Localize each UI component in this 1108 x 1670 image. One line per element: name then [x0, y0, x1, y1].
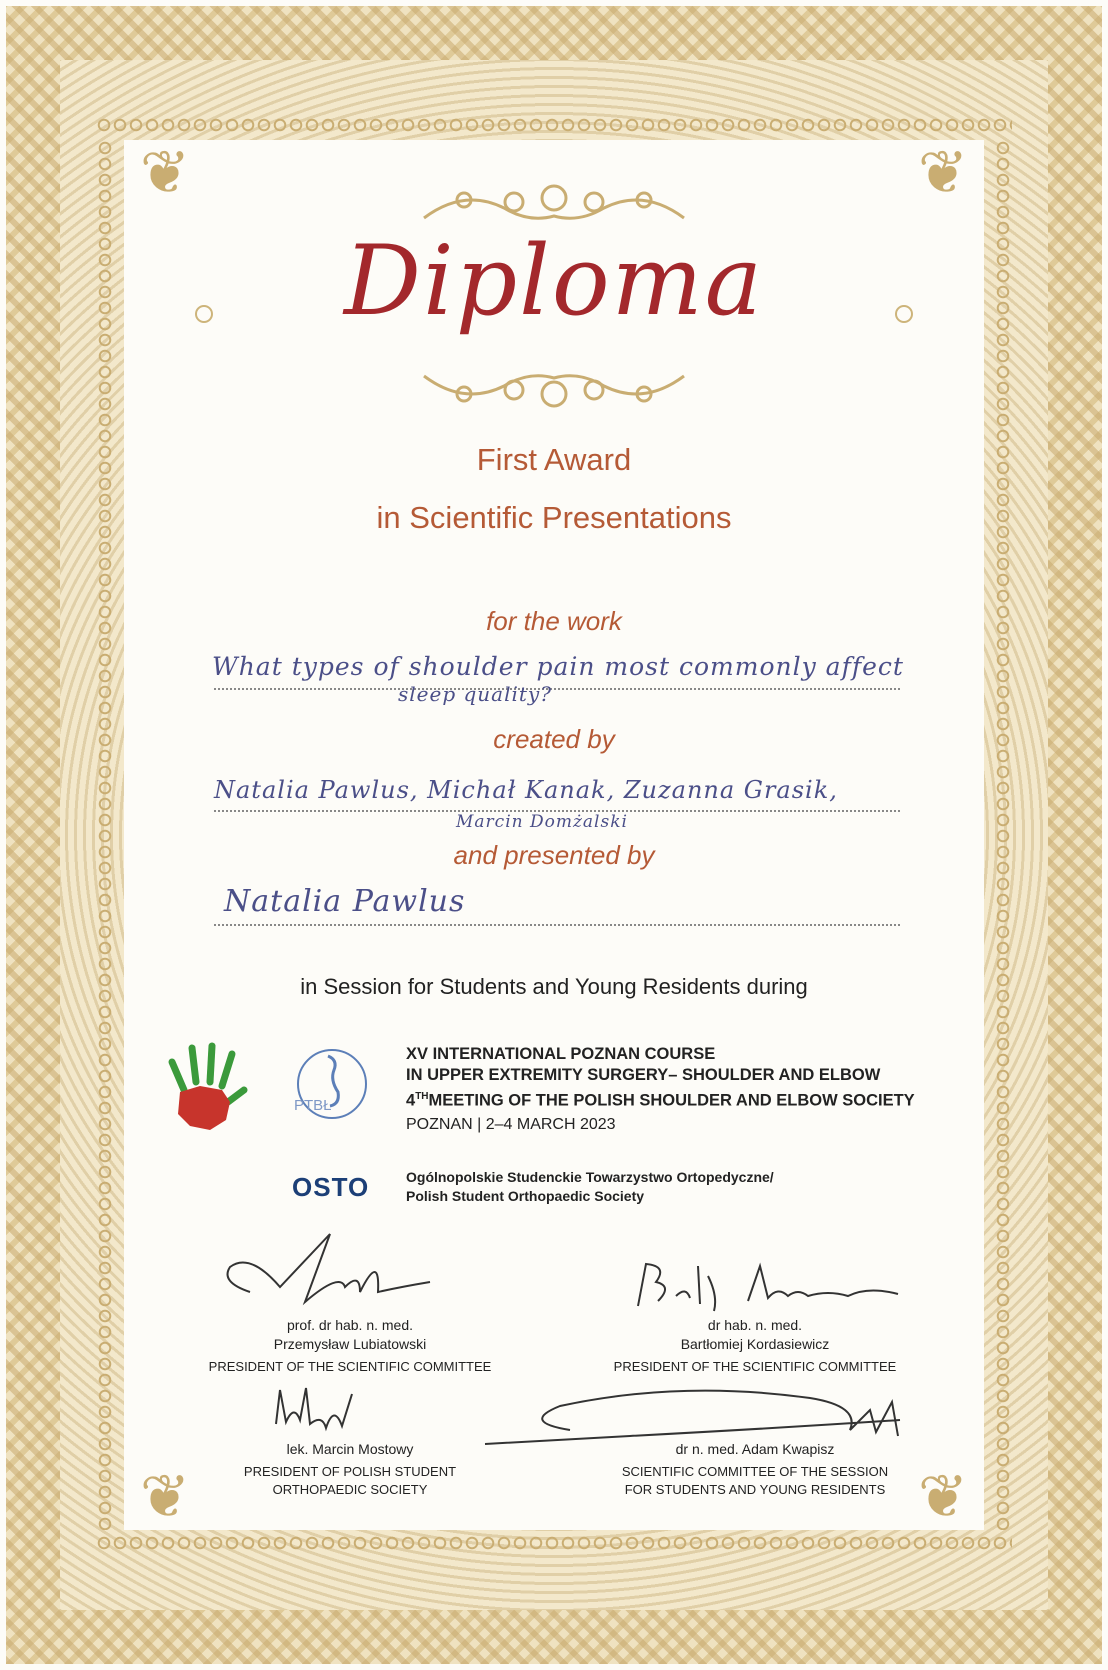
session-text: in Session for Students and Young Residents during [300, 974, 808, 999]
ptbl-logo-label: PTBŁ [294, 1097, 332, 1114]
hand-map-logo-icon [166, 1040, 248, 1132]
left-chain-band [96, 140, 114, 1530]
diploma-title: Diploma [344, 225, 764, 337]
signatory-name: Przemysław Lubiatowski [273, 1336, 427, 1352]
bottom-chain-band [96, 1534, 1012, 1552]
corner-ornament-icon: ❦ [917, 1462, 969, 1532]
authors-label: created by [493, 724, 615, 754]
osto-logo: OSTO [292, 1172, 370, 1202]
signatory-degree: prof. dr hab. n. med. [286, 1317, 414, 1333]
bottom-swirl-ornament [404, 360, 704, 416]
top-chain-band [96, 116, 1012, 134]
signature-mostowy [266, 1384, 366, 1442]
award-title: First Award [476, 442, 632, 477]
signature-kordasiewicz [628, 1256, 908, 1316]
dotted-line [214, 688, 900, 690]
authors-handwritten-line2: Marcin Domżalski [456, 812, 628, 832]
presenter-handwritten: Natalia Pawlus [224, 884, 466, 919]
corner-ornament-icon: ❦ [917, 138, 969, 208]
signatory-role-line2: ORTHOPAEDIC SOCIETY [272, 1482, 428, 1497]
meeting-number: 4 [406, 1091, 416, 1110]
work-label: for the work [486, 606, 622, 636]
society-name-pl: Ogólnopolskie Studenckie Towarzystwo Ortopedyczne/ [406, 1169, 774, 1185]
award-subtitle: in Scientific Presentations [376, 500, 732, 535]
signatory-name: Bartłomiej Kordasiewicz [680, 1336, 830, 1352]
event-info [406, 1044, 915, 1112]
event-line2: IN UPPER EXTREMITY SURGERY– SHOULDER AND ELBOW [406, 1066, 881, 1084]
signatory-kordasiewicz [605, 1316, 905, 1376]
dotted-line [214, 924, 900, 926]
signatory-role-line1: SCIENTIFIC COMMITTEE OF THE SESSION [621, 1464, 889, 1479]
presenter-label: and presented by [453, 840, 655, 870]
society-name-en: Polish Student Orthopaedic Society [406, 1188, 645, 1204]
corner-ornament-icon: ❦ [139, 138, 191, 208]
signatory-lubiatowski [200, 1316, 500, 1376]
signatory-role-line2: FOR STUDENTS AND YOUNG RESIDENTS [624, 1482, 886, 1497]
event-line1: XV INTERNATIONAL POZNAN COURSE [406, 1045, 716, 1063]
signatory-role: PRESIDENT OF THE SCIENTIFIC COMMITTEE [613, 1359, 897, 1374]
meeting-ordinal: TH [415, 1091, 429, 1102]
work-title-handwritten: What types of shoulder pain most commonly affect [212, 652, 904, 681]
society-name [406, 1168, 774, 1206]
signatory-degree: dr hab. n. med. [707, 1317, 803, 1333]
signatory-kwapisz [605, 1440, 905, 1499]
signatory-mostowy [200, 1440, 500, 1499]
work-title-handwritten-line2: sleep quality? [398, 682, 552, 706]
signatory-role-line1: PRESIDENT OF POLISH STUDENT [243, 1464, 457, 1479]
event-line3 [406, 1086, 915, 1112]
corner-ornament-icon: ❦ [139, 1462, 191, 1532]
signatory-name: lek. Marcin Mostowy [286, 1441, 414, 1457]
signature-lubiatowski [210, 1232, 440, 1312]
signatory-role: PRESIDENT OF THE SCIENTIFIC COMMITTEE [208, 1359, 492, 1374]
right-chain-band [994, 140, 1012, 1530]
meeting-text: MEETING OF THE POLISH SHOULDER AND ELBOW SOCIETY [428, 1091, 915, 1110]
event-date: POZNAN | 2–4 MARCH 2023 [406, 1116, 616, 1133]
signatory-name: dr n. med. Adam Kwapisz [675, 1441, 835, 1457]
authors-handwritten: Natalia Pawlus, Michał Kanak, Zuzanna Grasik, [214, 776, 838, 804]
